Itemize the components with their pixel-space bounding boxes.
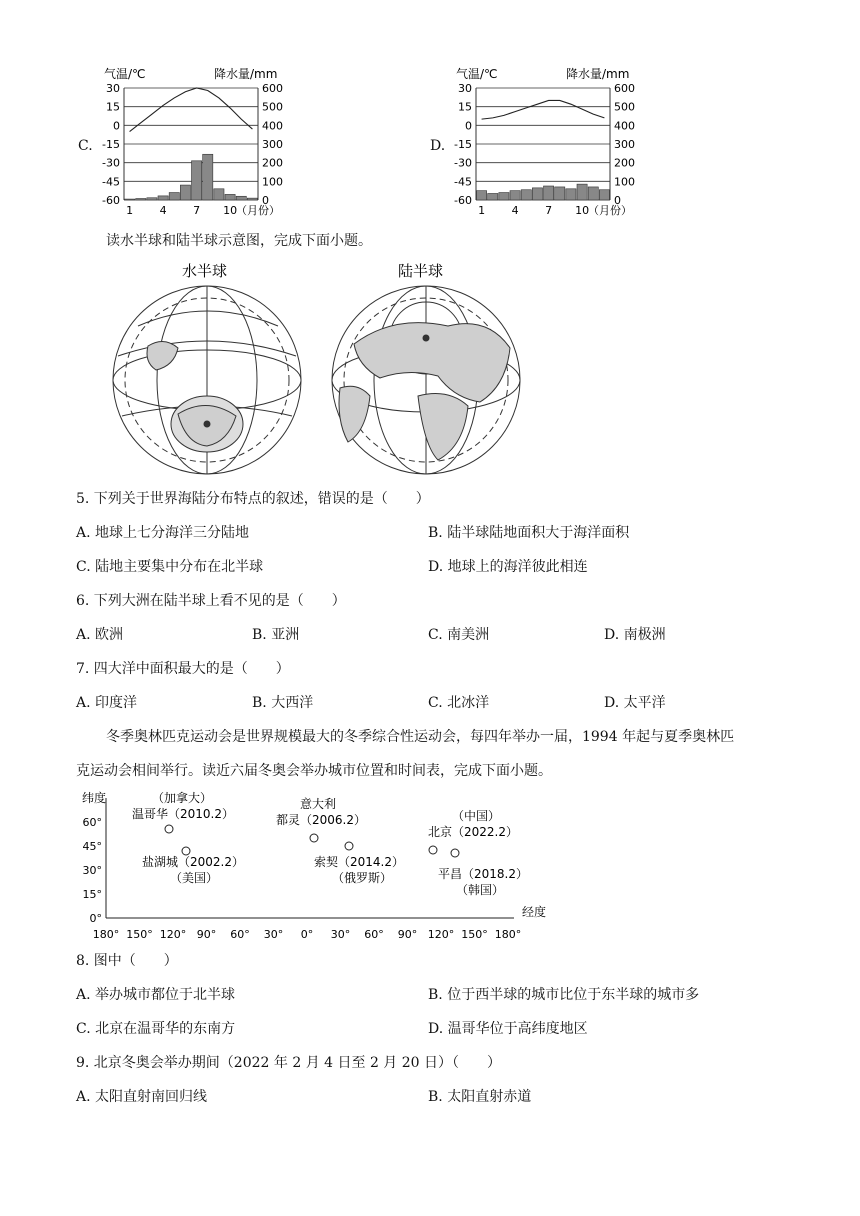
temp-tick-label: 15 bbox=[106, 100, 120, 114]
climate-chart-d bbox=[428, 64, 668, 228]
q7-stem: 7. 四大洋中面积最大的是（ ） bbox=[76, 661, 290, 677]
q5-option-b[interactable]: B. 陆半球陆地面积大于海洋面积 bbox=[428, 525, 630, 541]
city-name: 都灵（2006.2） bbox=[276, 813, 366, 827]
precip-tick-label: 0 bbox=[262, 194, 269, 207]
city-sochi bbox=[314, 842, 404, 885]
city-country: （中国） bbox=[452, 809, 501, 823]
longitude-axis-label: 经度 bbox=[522, 905, 547, 919]
longitude-tick-label: 0° bbox=[300, 928, 314, 941]
precip-tick-label: 100 bbox=[262, 175, 283, 189]
precip-bar bbox=[214, 189, 224, 200]
precip-bar bbox=[169, 193, 179, 200]
city-country: （韩国） bbox=[456, 883, 505, 897]
city-name: 温哥华（2010.2） bbox=[132, 807, 234, 821]
temp-tick-label: -30 bbox=[102, 156, 120, 170]
q8-option-a[interactable]: A. 举办城市都位于北半球 bbox=[76, 987, 236, 1003]
precip-bar bbox=[577, 184, 587, 200]
precip-bar bbox=[544, 186, 554, 200]
q5-stem: 5. 下列关于世界海陆分布特点的叙述，错误的是（ ） bbox=[76, 491, 430, 507]
climate-chart-c bbox=[76, 64, 316, 228]
hemisphere-svg bbox=[108, 256, 528, 476]
temp-tick-label: 30 bbox=[106, 82, 120, 95]
olympic-map-svg bbox=[76, 786, 556, 946]
precip-bar bbox=[555, 187, 565, 200]
q7-option-d[interactable]: D. 太平洋 bbox=[604, 695, 666, 711]
temp-tick-label: -15 bbox=[454, 138, 472, 151]
longitude-tick-label: 150° bbox=[126, 928, 153, 941]
latitude-axis-label: 纬度 bbox=[82, 791, 107, 805]
precip-bar bbox=[147, 198, 157, 200]
temperature-line bbox=[482, 100, 605, 119]
month-tick-label: 10 bbox=[223, 204, 238, 217]
precip-tick-label: 0 bbox=[614, 194, 621, 207]
precip-bar bbox=[203, 154, 213, 200]
precip-tick-label: 300 bbox=[262, 138, 283, 151]
precip-bar bbox=[510, 191, 520, 200]
precip-bar bbox=[180, 185, 190, 200]
month-tick-label: 10 bbox=[575, 204, 590, 217]
land-hemisphere-globe bbox=[332, 286, 520, 474]
q6-option-d[interactable]: D. 南极洲 bbox=[604, 627, 666, 643]
precip-bar bbox=[477, 191, 487, 200]
precip-bar bbox=[521, 190, 531, 200]
longitude-tick-label: 150° bbox=[461, 928, 488, 941]
longitude-tick-label: 90° bbox=[196, 928, 217, 941]
temp-tick-label: -30 bbox=[454, 156, 472, 170]
latitude-tick-label: 30° bbox=[82, 864, 102, 877]
temp-axis-label: 气温/℃ bbox=[104, 67, 146, 81]
city-name: 北京（2022.2） bbox=[428, 825, 518, 839]
q5-option-c[interactable]: C. 陆地主要集中分布在北半球 bbox=[76, 559, 264, 575]
precip-tick-label: 400 bbox=[262, 119, 283, 133]
q7-option-a[interactable]: A. 印度洋 bbox=[76, 695, 138, 711]
city-country: （加拿大） bbox=[152, 791, 213, 805]
precip-tick-label: 600 bbox=[262, 82, 283, 95]
latitude-tick-label: 0° bbox=[89, 912, 102, 925]
water-hemisphere-label: 水半球 bbox=[182, 262, 228, 280]
latitude-tick-label: 45° bbox=[82, 840, 102, 853]
q8-stem: 8. 图中（ ） bbox=[76, 953, 178, 969]
q9-stem: 9. 北京冬奥会举办期间（2022 年 2 月 4 日至 2 月 20 日）（ ） bbox=[76, 1055, 502, 1071]
precip-tick-label: 300 bbox=[614, 138, 635, 151]
longitude-tick-label: 120° bbox=[159, 928, 187, 941]
q8-option-d[interactable]: D. 温哥华位于高纬度地区 bbox=[428, 1021, 588, 1037]
precip-tick-label: 200 bbox=[262, 156, 283, 170]
q6-stem: 6. 下列大洲在陆半球上看不见的是（ ） bbox=[76, 593, 346, 609]
city-beijing bbox=[428, 808, 518, 854]
precip-tick-label: 200 bbox=[614, 156, 635, 170]
temp-tick-label: 15 bbox=[458, 100, 472, 114]
precip-bar bbox=[192, 161, 202, 200]
option-label: D. bbox=[430, 138, 446, 154]
longitude-tick-label: 180° bbox=[494, 928, 522, 941]
city-name: 盐湖城（2002.2） bbox=[142, 855, 244, 869]
q8-option-c[interactable]: C. 北京在温哥华的东南方 bbox=[76, 1021, 236, 1037]
longitude-tick-label: 60° bbox=[230, 928, 250, 941]
hemisphere-intro: 读水半球和陆半球示意图，完成下面小题。 bbox=[106, 233, 372, 249]
q6-option-c[interactable]: C. 南美洲 bbox=[428, 627, 490, 643]
precip-bar bbox=[588, 187, 598, 200]
temp-tick-label: -60 bbox=[454, 194, 472, 207]
latitude-tick-label: 15° bbox=[82, 888, 102, 901]
city-turin bbox=[276, 796, 366, 842]
month-tick-label: 1 bbox=[478, 204, 486, 217]
precip-bar bbox=[247, 198, 257, 200]
temp-tick-label: 0 bbox=[465, 119, 472, 133]
precip-bar bbox=[136, 199, 146, 200]
olympics-intro-line1: 冬季奥林匹克运动会是世界规模最大的冬季综合性运动会，每四年举办一届，1994 年起与夏季奥林匹 bbox=[106, 729, 735, 745]
precip-tick-label: 400 bbox=[614, 119, 635, 133]
city-pyeongchang bbox=[438, 849, 528, 897]
temp-tick-label: 0 bbox=[113, 119, 120, 133]
precip-tick-label: 500 bbox=[614, 100, 635, 114]
temp-tick-label: -15 bbox=[102, 138, 120, 151]
temp-axis-label: 气温/℃ bbox=[456, 67, 498, 81]
precip-bar bbox=[488, 193, 498, 200]
month-tick-label: 7 bbox=[193, 204, 201, 217]
q6-option-a[interactable]: A. 欧洲 bbox=[76, 627, 124, 643]
longitude-tick-label: 30° bbox=[330, 928, 351, 941]
olympic-city-map bbox=[76, 786, 556, 950]
q6-option-b[interactable]: B. 亚洲 bbox=[252, 627, 300, 643]
precip-axis-label: 降水量/mm bbox=[214, 67, 278, 81]
longitude-tick-label: 90° bbox=[397, 928, 418, 941]
precip-axis-label: 降水量/mm bbox=[566, 67, 630, 81]
option-label: C. bbox=[78, 138, 93, 154]
city-salt-lake bbox=[142, 847, 244, 885]
precip-bar bbox=[125, 199, 135, 200]
city-country: 意大利 bbox=[300, 797, 337, 811]
longitude-tick-label: 60° bbox=[364, 928, 384, 941]
city-name: 索契（2014.2） bbox=[314, 855, 404, 869]
city-country: （美国） bbox=[170, 871, 219, 885]
climate-chart-c-svg bbox=[76, 64, 316, 224]
q9-option-b[interactable]: B. 太阳直射赤道 bbox=[428, 1089, 532, 1105]
precip-bar bbox=[599, 190, 609, 200]
precip-bar bbox=[158, 196, 168, 200]
precip-tick-label: 100 bbox=[614, 175, 635, 189]
q9-option-a[interactable]: A. 太阳直射南回归线 bbox=[76, 1089, 208, 1105]
precip-tick-label: 600 bbox=[614, 82, 635, 95]
temp-tick-label: -45 bbox=[102, 175, 120, 189]
q5-option-a[interactable]: A. 地球上七分海洋三分陆地 bbox=[76, 525, 250, 541]
month-tick-label: 7 bbox=[545, 204, 553, 217]
month-tick-label: 4 bbox=[159, 204, 167, 217]
q5-option-d[interactable]: D. 地球上的海洋彼此相连 bbox=[428, 559, 588, 575]
longitude-tick-label: 30° bbox=[263, 928, 284, 941]
temp-tick-label: -60 bbox=[102, 194, 120, 207]
q7-option-c[interactable]: C. 北冰洋 bbox=[428, 695, 490, 711]
month-tick-label: 4 bbox=[511, 204, 519, 217]
temp-tick-label: 30 bbox=[458, 82, 472, 95]
longitude-tick-label: 180° bbox=[92, 928, 120, 941]
precip-bar bbox=[566, 189, 576, 200]
month-axis-label: （月份） bbox=[236, 204, 280, 217]
land-hemisphere-label: 陆半球 bbox=[398, 262, 444, 280]
city-vancouver bbox=[132, 790, 234, 833]
longitude-tick-label: 120° bbox=[427, 928, 455, 941]
q8-option-b[interactable]: B. 位于西半球的城市比位于东半球的城市多 bbox=[428, 987, 700, 1003]
temp-tick-label: -45 bbox=[454, 175, 472, 189]
q7-option-b[interactable]: B. 大西洋 bbox=[252, 695, 314, 711]
latitude-tick-label: 60° bbox=[82, 816, 102, 829]
city-name: 平昌（2018.2） bbox=[438, 867, 528, 881]
olympics-intro-line2: 克运动会相间举行。读近六届冬奥会举办城市位置和时间表，完成下面小题。 bbox=[76, 763, 552, 779]
precip-bar bbox=[236, 196, 246, 200]
precip-bar bbox=[225, 194, 235, 200]
month-axis-label: （月份） bbox=[588, 204, 632, 217]
precip-bar bbox=[499, 193, 509, 200]
hemisphere-figure bbox=[108, 256, 528, 480]
month-tick-label: 1 bbox=[126, 204, 134, 217]
precip-tick-label: 500 bbox=[262, 100, 283, 114]
climate-chart-d-svg bbox=[428, 64, 668, 224]
water-hemisphere-globe bbox=[113, 286, 301, 474]
precip-bar bbox=[532, 188, 542, 200]
city-country: （俄罗斯） bbox=[332, 871, 393, 885]
